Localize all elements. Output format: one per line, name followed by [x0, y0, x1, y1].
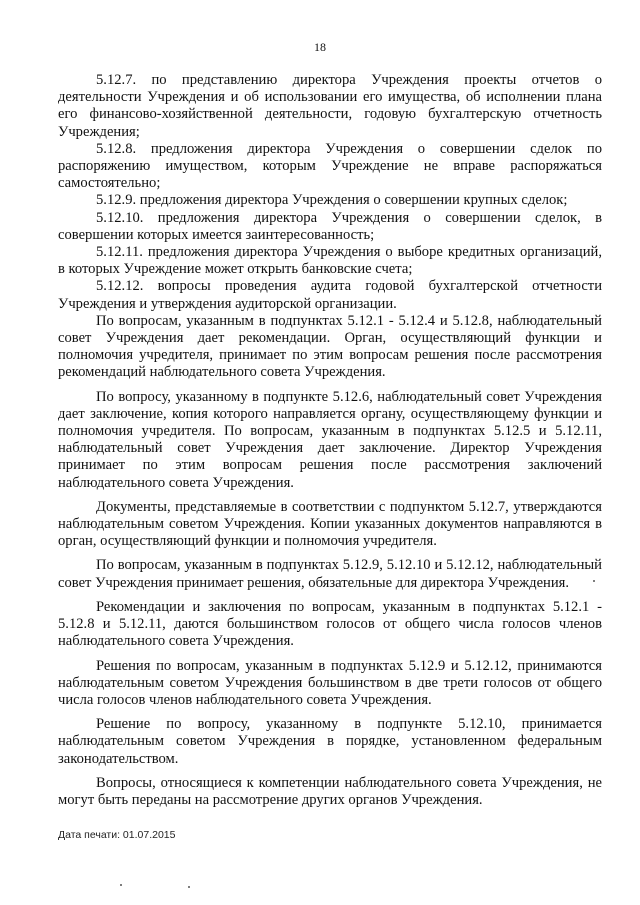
- paragraph-documents: Документы, представляемые в соответствии с подпунктом 5.12.7, утверждаются наблюдательным советом Учреждения. Копии указанных документов направляются в орган, осуществляющий функции и полномочия учредителя.: [58, 498, 602, 550]
- paragraph-majority-votes: Рекомендации и заключения по вопросам, указанным в подпунктах 5.12.1 - 5.12.8 и 5.12.11, даются большинством голосов от общего числа голосов членов наблюдательного совета Учреждения.: [58, 598, 602, 650]
- print-date: Дата печати: 01.07.2015: [58, 829, 176, 841]
- clause-5-12-12: 5.12.12. вопросы проведения аудита годовой бухгалтерской отчетности Учреждения и утверждения аудиторской организации.: [58, 278, 602, 312]
- clause-5-12-10: 5.12.10. предложения директора Учреждения о совершении сделок, в совершении которых имеется заинтересованность;: [58, 209, 602, 243]
- scan-speck: [120, 884, 122, 886]
- scan-speck: [593, 580, 595, 582]
- clause-5-12-9: 5.12.9. предложения директора Учреждения о совершении крупных сделок;: [96, 192, 568, 209]
- paragraph-federal-law: Решение по вопросу, указанному в подпункте 5.12.10, принимается наблюдательным советом Учреждения в порядке, установленном федеральным законодательством.: [58, 716, 602, 767]
- paragraph-recommendations: По вопросам, указанным в подпунктах 5.12.1 - 5.12.4 и 5.12.8, наблюдательный совет Учреждения дает рекомендации. Орган, осуществляющий функции и полномочия учредителя, принимает по этим вопросам решения после рассмотрения рекомендаций наблюдательного совета Учреждения.: [58, 312, 602, 381]
- scan-speck: [188, 886, 190, 888]
- document-body: [58, 72, 602, 809]
- paragraph-two-thirds: Решения по вопросам, указанным в подпунктах 5.12.9 и 5.12.12, принимаются наблюдательным советом Учреждения большинством в две трети голосов от общего числа голосов членов наблюдательного совета Учреждения.: [58, 657, 602, 708]
- clause-5-12-7: 5.12.7. по представлению директора Учреждения проекты отчетов о деятельности Учреждения и об использовании его имущества, об исполнении плана его финансово-хозяйственной деятельности, годовую бухгалтерскую отчетность Учреждения;: [58, 72, 602, 140]
- paragraph-conclusion: По вопросу, указанному в подпункте 5.12.6, наблюдательный совет Учреждения дает заключение, копия которого направляется органу, осуществляющему функции и полномочия учредителя. По вопросам, указанным в подпунктах 5.12.5 и 5.12.11, наблюдательный совет Учреждения дает заключение. Директор Учреждения принимает по этим вопросам решения после рассмотрения заключений наблюдательного совета Учреждения.: [58, 388, 602, 491]
- paragraph-binding-decisions: По вопросам, указанным в подпунктах 5.12.9, 5.12.10 и 5.12.12, наблюдательный совет Учреждения принимает решения, обязательные для директора Учреждения.: [58, 557, 602, 591]
- paragraph-competence: Вопросы, относящиеся к компетенции наблюдательного совета Учреждения, не могут быть переданы на рассмотрение других органов Учреждения.: [58, 774, 602, 808]
- clause-5-12-11: 5.12.11. предложения директора Учреждения о выборе кредитных организаций, в которых Учреждение может открыть банковские счета;: [58, 244, 602, 278]
- page-number: 18: [314, 40, 326, 54]
- clause-5-12-8: 5.12.8. предложения директора Учреждения о совершении сделок по распоряжению имуществом, которым Учреждение не вправе распоряжаться самостоятельно;: [58, 140, 602, 192]
